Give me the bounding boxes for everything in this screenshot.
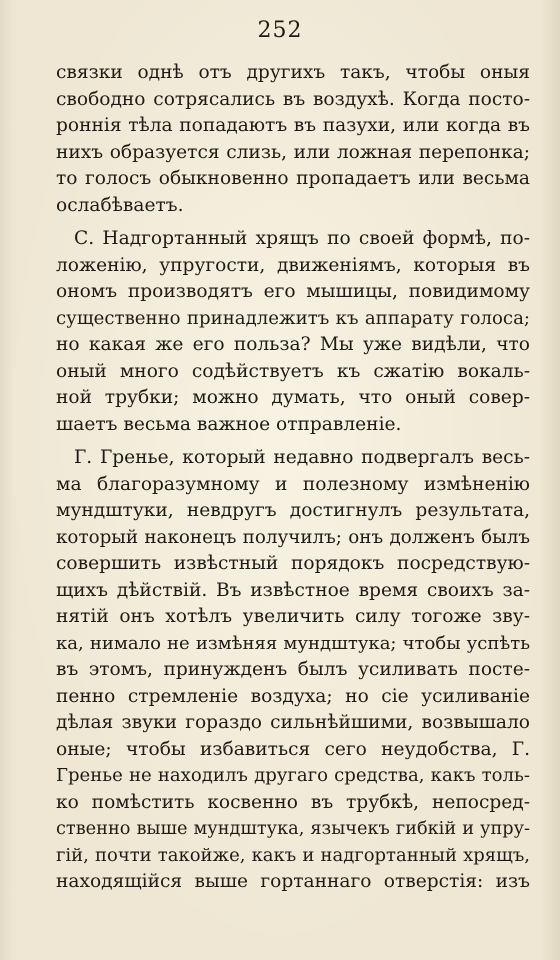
text-line: шаетъ весьма важное отправленіе. xyxy=(56,413,402,435)
text-line: ономъ производятъ его мышицы, повидимому xyxy=(56,281,530,302)
text-line: ной трубки; можно думать, что оный совер- xyxy=(56,387,530,408)
page-number: 252 xyxy=(257,18,303,43)
paragraph-gap xyxy=(56,219,530,226)
paragraph-2 xyxy=(56,226,530,438)
text-line: свободно сотрясались въ воздухѣ. Когда посто- xyxy=(56,88,530,110)
text-line: ложенію, упругости, движеніямъ, которыя въ xyxy=(56,254,530,276)
text-line: гій, почти такойже, какъ и надгортанный хрящъ, xyxy=(56,844,530,866)
paragraph-3 xyxy=(56,445,530,896)
text-line: въ этомъ, принужденъ былъ усиливать посте- xyxy=(56,659,530,680)
paragraph-1 xyxy=(56,60,530,219)
text-line: находящійся выше гортаннаго отверстія: изъ xyxy=(56,871,530,892)
text-line: который наконецъ получилъ; онъ долженъ былъ xyxy=(56,526,530,548)
text-line: связки однѣ отъ другихъ такъ, чтобы оныя xyxy=(56,62,530,83)
text-line: Г. Гренье, который недавно подвергалъ весь- xyxy=(74,447,530,468)
body-text xyxy=(56,60,530,896)
text-line: то голосъ обыкновенно пропадаетъ или весьма xyxy=(56,168,530,189)
text-line: щихъ дѣйствій. Въ извѣстное время своихъ за- xyxy=(56,579,530,601)
text-line: совершить извѣстный порядокъ посредствую- xyxy=(56,553,530,574)
text-line: но какая же его польза? Мы уже видѣли, что xyxy=(56,334,530,355)
text-line: ма благоразумному и полезному измѣненію xyxy=(56,473,530,495)
text-line: существенно принадлежитъ къ аппарату голоса; xyxy=(56,307,530,329)
text-line: С. Надгортанный хрящъ по своей формѣ, по- xyxy=(74,228,530,249)
text-line: оные; чтобы избавиться сего неудобства, Г. xyxy=(56,738,530,760)
text-line: Гренье не находилъ другаго средства, какъ толь- xyxy=(56,765,530,786)
text-line: нятій онъ хотѣлъ увеличить силу тогоже зву- xyxy=(56,606,530,627)
text-line: мундштуки, невдругъ достигнулъ результата, xyxy=(56,500,530,521)
text-line: пенно стремленіе воздуха; но сіе усиливаніе xyxy=(56,685,530,707)
text-line: ка, нимало не измѣняя мундштука; чтобы успѣть xyxy=(56,632,530,654)
text-line: дѣлая звуки гораздо сильнѣйшими, возвышало xyxy=(56,712,530,733)
text-line: роннія тѣла попадаютъ въ пазухи, или когда въ xyxy=(56,115,530,136)
text-line: ственно выше мундштука, язычекъ гибкій и упру- xyxy=(56,819,530,839)
paragraph-gap xyxy=(56,438,530,445)
text-line: оный много содѣйствуетъ къ сжатію вокаль- xyxy=(56,360,530,382)
text-line: ослабѣваетъ. xyxy=(56,194,184,216)
text-line: ко помѣстить косвенно въ трубкѣ, непосред- xyxy=(56,791,530,813)
text-line: нихъ образуется слизь, или ложная перепонка; xyxy=(56,141,530,163)
